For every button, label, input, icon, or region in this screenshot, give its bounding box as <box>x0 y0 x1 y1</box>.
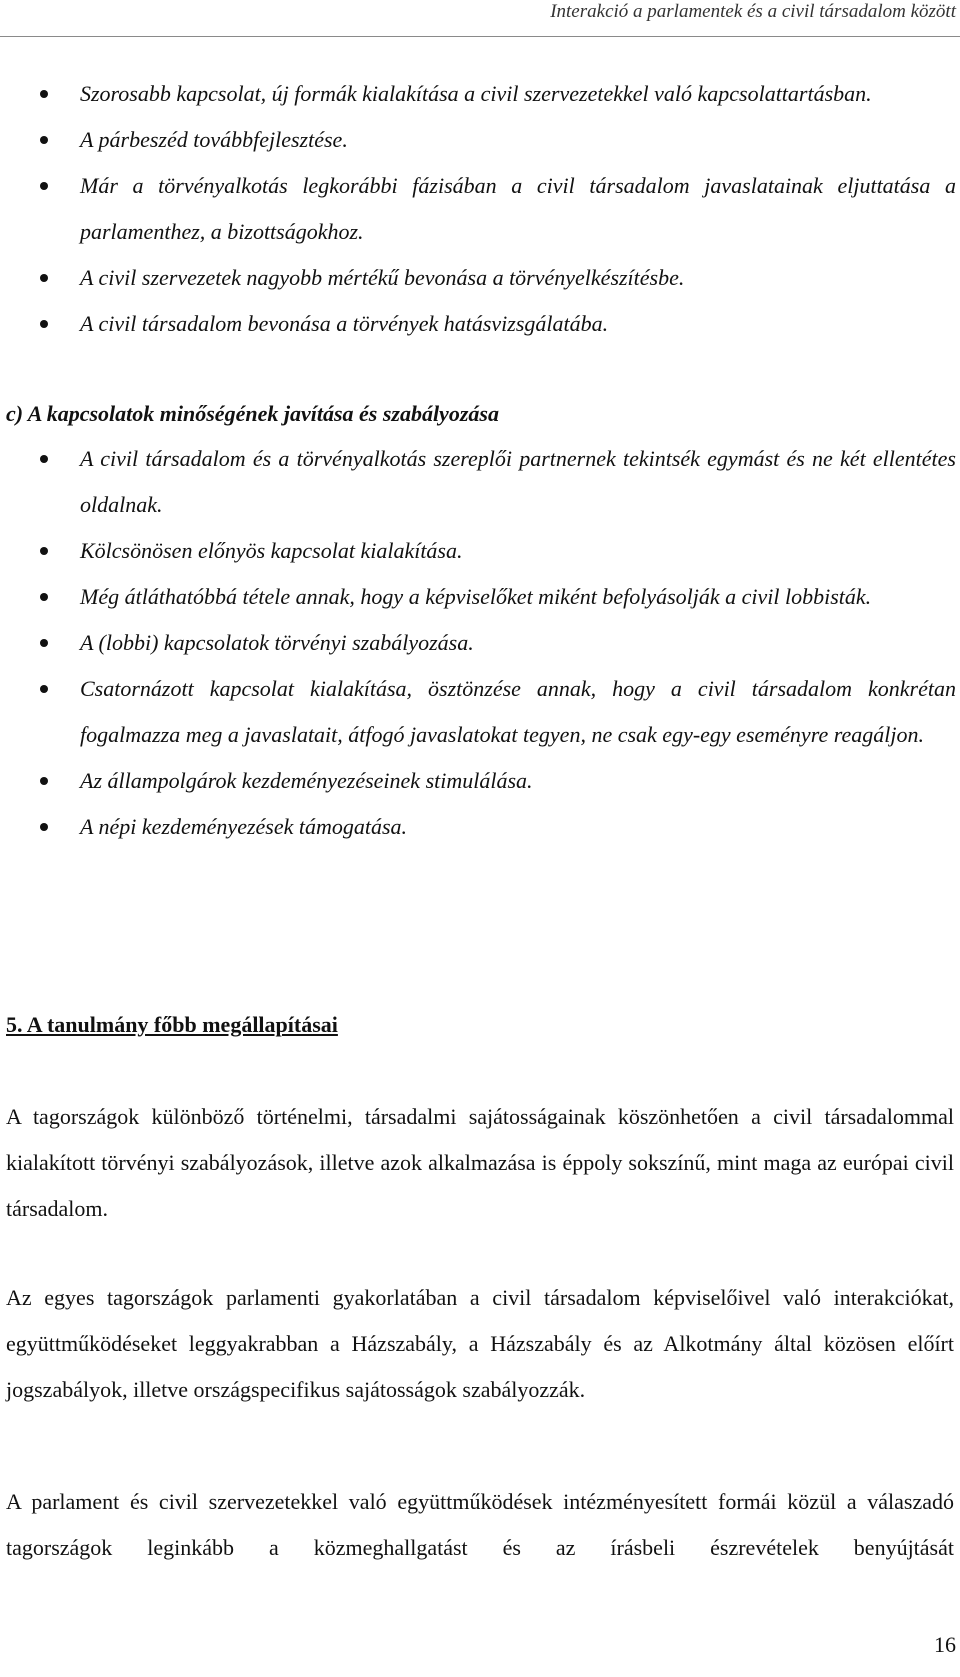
paragraph: Az egyes tagországok parlamenti gyakorlatában a civil társadalom képviselőivel való interakciókat, együttműködéseket leggyakrabban a Házszabály, a Házszabály és az Alkotmány által közösen előírt jogszabályok, illetve országspecifikus sajátosságok szabályozzák. <box>6 1285 954 1402</box>
bullet-icon <box>40 320 48 328</box>
bullet-icon <box>40 90 48 98</box>
list-item-text: Csatornázott kapcsolat kialakítása, ösztönzése annak, hogy a civil társadalom konkrétan fogalmazza meg a javaslatait, átfogó javaslatokat tegyen, ne csak egy-egy eseményre reagáljon. <box>80 676 956 747</box>
list-item-text: A civil társadalom bevonása a törvények hatásvizsgálatába. <box>80 311 609 336</box>
bullet-list-goals <box>0 71 960 347</box>
list-item-text: Még átláthatóbbá tétele annak, hogy a képviselőket miként befolyásolják a civil lobbisták. <box>80 584 872 609</box>
bullet-icon <box>40 777 48 785</box>
bullet-icon <box>40 639 48 647</box>
bullet-icon <box>40 455 48 463</box>
list-item <box>0 666 960 758</box>
bullet-icon <box>40 182 48 190</box>
list-item <box>0 71 960 117</box>
list-item <box>0 255 960 301</box>
list-item-text: Szorosabb kapcsolat, új formák kialakítása a civil szervezetekkel való kapcsolattartásban. <box>80 81 872 106</box>
list-item-text: A (lobbi) kapcsolatok törvényi szabályozása. <box>80 630 474 655</box>
paragraph: A tagországok különböző történelmi, társadalmi sajátosságainak köszönhetően a civil társadalommal kialakított törvényi szabályozások, illetve azok alkalmazása is éppoly sokszínű, mint maga az európai civil társadalom. <box>6 1104 954 1221</box>
list-item <box>0 301 960 347</box>
subsection-heading: c) A kapcsolatok minőségének javítása és szabályozása <box>6 401 499 426</box>
bullet-list-quality <box>0 436 960 850</box>
running-header <box>0 0 960 37</box>
bullet-icon <box>40 547 48 555</box>
list-item <box>0 758 960 804</box>
list-item <box>0 163 960 255</box>
bullet-icon <box>40 685 48 693</box>
running-header-title: Interakció a parlamentek és a civil társadalom között <box>550 1 956 22</box>
list-item-text: Az állampolgárok kezdeményezéseinek stimulálása. <box>80 768 533 793</box>
list-item-text: Már a törvényalkotás legkorábbi fázisában a civil társadalom javaslatainak eljuttatása a parlamenthez, a bizottságokhoz. <box>80 173 956 244</box>
list-item-text: A civil társadalom és a törvényalkotás szereplői partnernek tekintsék egymást és ne két ellentétes oldalnak. <box>80 446 956 517</box>
list-item-text: Kölcsönösen előnyös kapcsolat kialakítása. <box>80 538 463 563</box>
list-item <box>0 528 960 574</box>
list-item <box>0 620 960 666</box>
list-item-text: A civil szervezetek nagyobb mértékű bevonása a törvényelkészítésbe. <box>80 265 685 290</box>
bullet-icon <box>40 136 48 144</box>
section-heading: 5. A tanulmány főbb megállapításai <box>6 1012 338 1037</box>
list-item <box>0 804 960 850</box>
bullet-icon <box>40 823 48 831</box>
list-item-text: A népi kezdeményezések támogatása. <box>80 814 408 839</box>
list-item <box>0 117 960 163</box>
list-item <box>0 436 960 528</box>
paragraph: A parlament és civil szervezetekkel való együttműködések intézményesített formái közül a válaszadó tagországok leginkább a közmeghallgatást és az írásbeli észrevételek benyújtását <box>6 1489 954 1560</box>
list-item <box>0 574 960 620</box>
bullet-icon <box>40 274 48 282</box>
page-number: 16 <box>934 1632 956 1657</box>
list-item-text: A párbeszéd továbbfejlesztése. <box>80 127 348 152</box>
bullet-icon <box>40 593 48 601</box>
